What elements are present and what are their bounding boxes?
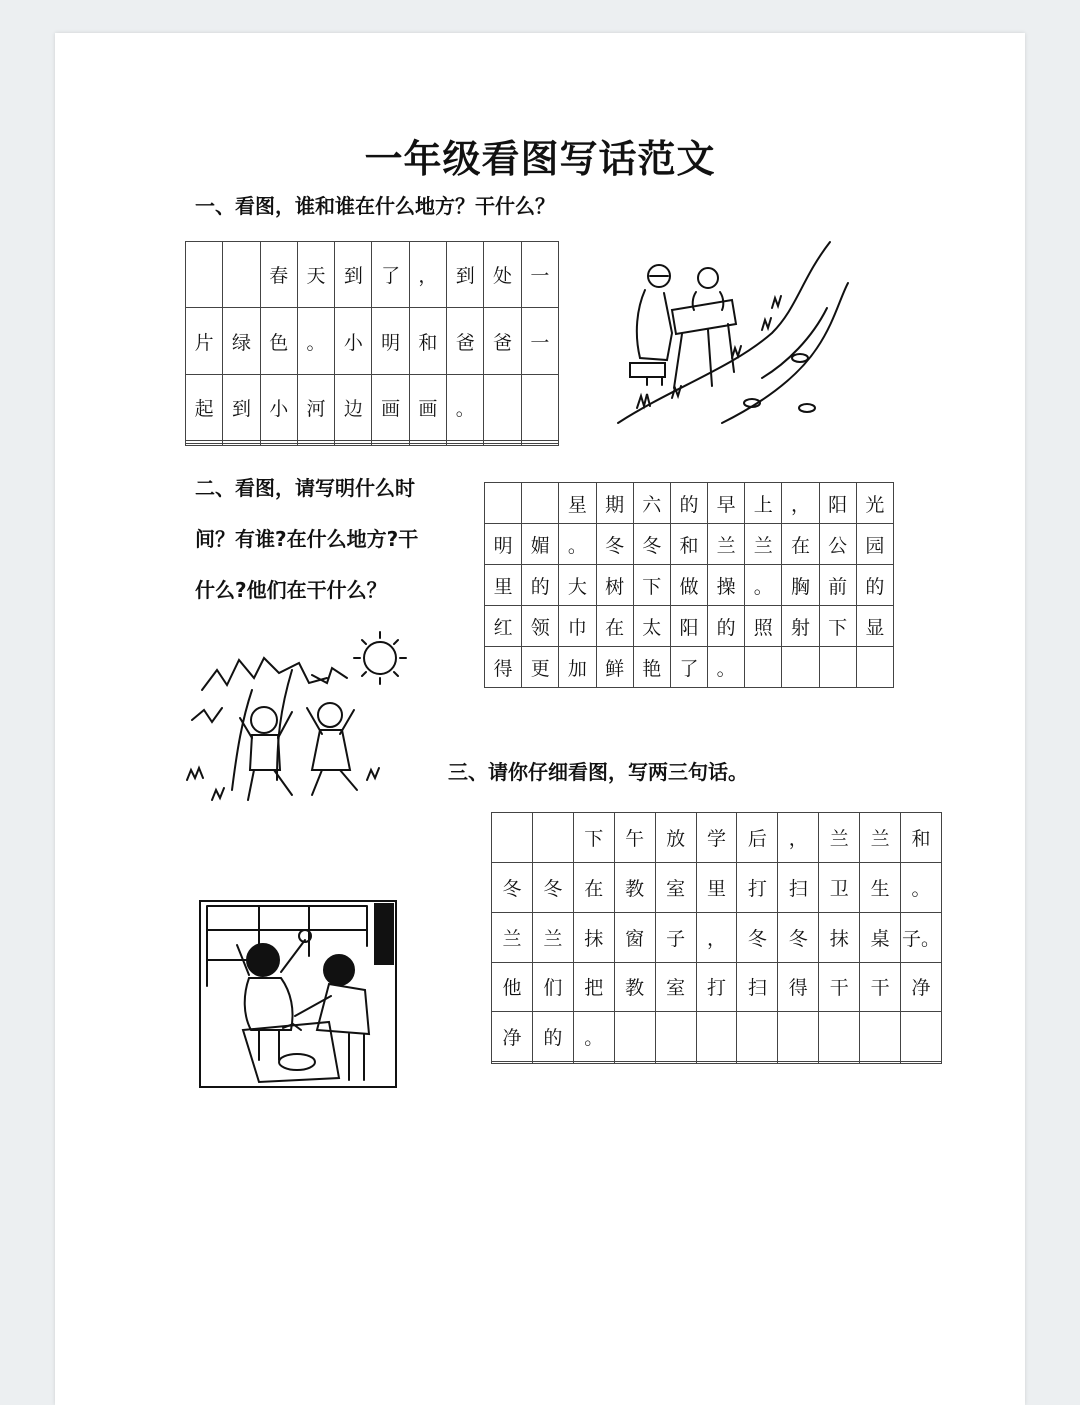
grid-cell: 。 bbox=[901, 862, 942, 912]
grid-cell: 加 bbox=[559, 647, 596, 688]
grid-cell: 领 bbox=[522, 606, 559, 647]
grid-cell: 期 bbox=[596, 483, 633, 524]
grid-cell: 操 bbox=[708, 565, 745, 606]
grid-cell: ， bbox=[409, 242, 446, 308]
grid-row bbox=[485, 524, 894, 565]
grid-cell bbox=[614, 1062, 655, 1064]
grid-cell: 打 bbox=[696, 962, 737, 1012]
question-2-prompt-line-1: 二、看图，请写明什么时 bbox=[195, 476, 415, 500]
grid-cell: 兰 bbox=[708, 524, 745, 565]
grid-cell bbox=[737, 1012, 778, 1062]
grid-cell bbox=[696, 1062, 737, 1064]
grid-cell: 。 bbox=[559, 524, 596, 565]
grid-cell: 一 bbox=[521, 242, 558, 308]
grid-cell: 冬 bbox=[633, 524, 670, 565]
grid-cell bbox=[521, 374, 558, 440]
grid-cell: 处 bbox=[484, 242, 521, 308]
grid-cell: 窗 bbox=[614, 912, 655, 962]
grid-cell bbox=[655, 1012, 696, 1062]
grid-row bbox=[186, 308, 559, 374]
writing-grid-2 bbox=[484, 482, 894, 688]
grid-cell bbox=[901, 1012, 942, 1062]
grid-cell bbox=[655, 1062, 696, 1064]
grid-cell: 在 bbox=[782, 524, 819, 565]
grid-cell: 兰 bbox=[819, 813, 860, 863]
grid-cell: 净 bbox=[492, 1012, 533, 1062]
grid-cell: 媚 bbox=[522, 524, 559, 565]
grid-cell: 。 bbox=[297, 308, 334, 374]
grid-cell: 教 bbox=[614, 862, 655, 912]
question-2-prompt-line-2: 间？有谁?在什么地方?干 bbox=[195, 527, 419, 551]
grid-row bbox=[485, 647, 894, 688]
grid-cell bbox=[901, 1062, 942, 1064]
grid-cell bbox=[614, 1012, 655, 1062]
grid-cell: 里 bbox=[696, 862, 737, 912]
grid-cell: 明 bbox=[485, 524, 522, 565]
grid-cell: 天 bbox=[297, 242, 334, 308]
grid-cell: 兰 bbox=[860, 813, 901, 863]
grid-cell bbox=[532, 1062, 573, 1064]
grid-cell: 上 bbox=[745, 483, 782, 524]
grid-cell bbox=[819, 1062, 860, 1064]
grid-cell bbox=[696, 1012, 737, 1062]
grid-cell bbox=[521, 443, 558, 445]
grid-cell: 。 bbox=[745, 565, 782, 606]
grid-cell bbox=[186, 443, 223, 445]
grid-cell: 画 bbox=[409, 374, 446, 440]
grid-cell bbox=[745, 647, 782, 688]
grid-cell: 和 bbox=[670, 524, 707, 565]
grid-cell: 边 bbox=[335, 374, 372, 440]
grid-cell: 教 bbox=[614, 962, 655, 1012]
grid-cell: 做 bbox=[670, 565, 707, 606]
grid-cell: 的 bbox=[522, 565, 559, 606]
grid-cell bbox=[186, 242, 223, 308]
grid-cell bbox=[819, 647, 856, 688]
grid-cell: 到 bbox=[335, 242, 372, 308]
grid-cell bbox=[223, 242, 260, 308]
grid-cell bbox=[485, 483, 522, 524]
grid-cell: 前 bbox=[819, 565, 856, 606]
grid-cell: 明 bbox=[372, 308, 409, 374]
grid-cell: 抹 bbox=[819, 912, 860, 962]
grid-cell: 下 bbox=[573, 813, 614, 863]
grid-cell: ， bbox=[778, 813, 819, 863]
children-exercising-under-tree-illustration bbox=[182, 630, 412, 815]
grid-cell: 子。 bbox=[901, 912, 942, 962]
grid-row bbox=[492, 813, 942, 863]
grid-cell: 放 bbox=[655, 813, 696, 863]
grid-cell: 兰 bbox=[532, 912, 573, 962]
grid-cell: ， bbox=[696, 912, 737, 962]
grid-row bbox=[485, 606, 894, 647]
grid-cell: 一 bbox=[521, 308, 558, 374]
writing-grid-1 bbox=[185, 241, 559, 446]
grid-cell: 爸 bbox=[447, 308, 484, 374]
grid-cell: 更 bbox=[522, 647, 559, 688]
grid-cell: 到 bbox=[223, 374, 260, 440]
grid-cell bbox=[484, 443, 521, 445]
grid-cell: 卫 bbox=[819, 862, 860, 912]
grid-cell: 绿 bbox=[223, 308, 260, 374]
grid-cell: 画 bbox=[372, 374, 409, 440]
grid-cell: 学 bbox=[696, 813, 737, 863]
grid-cell: 巾 bbox=[559, 606, 596, 647]
grid-cell: 小 bbox=[260, 374, 297, 440]
grid-cell bbox=[737, 1062, 778, 1064]
grid-cell: 室 bbox=[655, 862, 696, 912]
grid-cell: 星 bbox=[559, 483, 596, 524]
children-cleaning-classroom-illustration bbox=[199, 900, 397, 1088]
grid-cell: 下 bbox=[633, 565, 670, 606]
grid-cell: ， bbox=[782, 483, 819, 524]
question-1-prompt: 一、看图，谁和谁在什么地方？干什么？ bbox=[195, 194, 555, 218]
grid-cell: 红 bbox=[485, 606, 522, 647]
grid-cell: 净 bbox=[901, 962, 942, 1012]
grid-cell: 冬 bbox=[778, 912, 819, 962]
grid-cell bbox=[782, 647, 819, 688]
grid-cell bbox=[522, 483, 559, 524]
grid-cell: 的 bbox=[532, 1012, 573, 1062]
grid-cell: 冬 bbox=[532, 862, 573, 912]
grid-cell: 打 bbox=[737, 862, 778, 912]
grid-cell: 冬 bbox=[737, 912, 778, 962]
grid-cell: 扫 bbox=[778, 862, 819, 912]
grid-cell: 桌 bbox=[860, 912, 901, 962]
grid-cell: 小 bbox=[335, 308, 372, 374]
grid-cell: 阳 bbox=[670, 606, 707, 647]
grid-cell: 显 bbox=[856, 606, 893, 647]
question-3-prompt: 三、请你仔细看图，写两三句话。 bbox=[448, 760, 748, 784]
grid-cell bbox=[484, 374, 521, 440]
grid-cell: 子 bbox=[655, 912, 696, 962]
grid-cell: 后 bbox=[737, 813, 778, 863]
grid-cell: 光 bbox=[856, 483, 893, 524]
grid-cell: 室 bbox=[655, 962, 696, 1012]
grid-row bbox=[492, 962, 942, 1012]
grid-cell bbox=[492, 1062, 533, 1064]
grid-cell: 艳 bbox=[633, 647, 670, 688]
grid-cell: 扫 bbox=[737, 962, 778, 1012]
grid-cell: 。 bbox=[573, 1012, 614, 1062]
grid-cell bbox=[856, 647, 893, 688]
grid-cell: 在 bbox=[573, 862, 614, 912]
grid-cell bbox=[409, 443, 446, 445]
grid-cell: 。 bbox=[708, 647, 745, 688]
grid-cell: 兰 bbox=[745, 524, 782, 565]
grid-cell: 生 bbox=[860, 862, 901, 912]
grid-cell: 冬 bbox=[492, 862, 533, 912]
grid-cell bbox=[819, 1012, 860, 1062]
grid-cell: 春 bbox=[260, 242, 297, 308]
grid-row bbox=[492, 1062, 942, 1064]
question-2-prompt-line-3: 什么?他们在干什么？ bbox=[195, 578, 387, 602]
grid-cell bbox=[372, 443, 409, 445]
writing-grid-3 bbox=[491, 812, 942, 1064]
grid-cell: 的 bbox=[856, 565, 893, 606]
grid-cell: 到 bbox=[447, 242, 484, 308]
grid-cell bbox=[260, 443, 297, 445]
grid-cell: 他 bbox=[492, 962, 533, 1012]
question-2-prompt bbox=[195, 463, 465, 616]
grid-cell: 冬 bbox=[596, 524, 633, 565]
grid-cell: 片 bbox=[186, 308, 223, 374]
grid-cell: 阳 bbox=[819, 483, 856, 524]
grid-cell: 六 bbox=[633, 483, 670, 524]
grid-cell: 把 bbox=[573, 962, 614, 1012]
grid-cell: 。 bbox=[447, 374, 484, 440]
grid-cell: 们 bbox=[532, 962, 573, 1012]
grid-row bbox=[492, 862, 942, 912]
grid-cell: 起 bbox=[186, 374, 223, 440]
grid-cell: 了 bbox=[670, 647, 707, 688]
grid-cell: 大 bbox=[559, 565, 596, 606]
grid-row bbox=[186, 443, 559, 445]
grid-cell: 树 bbox=[596, 565, 633, 606]
grid-cell: 里 bbox=[485, 565, 522, 606]
grid-row bbox=[485, 565, 894, 606]
grid-cell: 了 bbox=[372, 242, 409, 308]
grid-row bbox=[485, 483, 894, 524]
grid-cell: 河 bbox=[297, 374, 334, 440]
grid-cell: 干 bbox=[819, 962, 860, 1012]
grid-cell: 干 bbox=[860, 962, 901, 1012]
grid-cell: 园 bbox=[856, 524, 893, 565]
grid-row bbox=[492, 1012, 942, 1062]
grid-cell: 色 bbox=[260, 308, 297, 374]
grid-cell bbox=[778, 1012, 819, 1062]
grid-row bbox=[492, 912, 942, 962]
grid-cell: 兰 bbox=[492, 912, 533, 962]
grid-row bbox=[186, 242, 559, 308]
grid-cell: 下 bbox=[819, 606, 856, 647]
grid-cell: 鲜 bbox=[596, 647, 633, 688]
grid-cell bbox=[297, 443, 334, 445]
grid-row bbox=[186, 374, 559, 440]
grid-cell: 公 bbox=[819, 524, 856, 565]
grid-cell bbox=[447, 443, 484, 445]
grid-cell: 和 bbox=[409, 308, 446, 374]
grid-cell: 得 bbox=[778, 962, 819, 1012]
grid-cell: 午 bbox=[614, 813, 655, 863]
grid-cell: 早 bbox=[708, 483, 745, 524]
grid-cell: 在 bbox=[596, 606, 633, 647]
grid-cell bbox=[492, 813, 533, 863]
grid-cell bbox=[860, 1012, 901, 1062]
grid-cell: 得 bbox=[485, 647, 522, 688]
grid-cell: 抹 bbox=[573, 912, 614, 962]
grid-cell bbox=[532, 813, 573, 863]
grid-cell: 和 bbox=[901, 813, 942, 863]
grid-cell bbox=[223, 443, 260, 445]
grid-cell bbox=[335, 443, 372, 445]
grid-cell: 胸 bbox=[782, 565, 819, 606]
page-title: 一年级看图写话范文 bbox=[364, 136, 716, 181]
grid-cell: 太 bbox=[633, 606, 670, 647]
grid-cell bbox=[860, 1062, 901, 1064]
grid-cell: 照 bbox=[745, 606, 782, 647]
grid-cell bbox=[573, 1062, 614, 1064]
grid-cell: 的 bbox=[670, 483, 707, 524]
drawing-by-river-illustration bbox=[612, 238, 852, 428]
grid-cell: 射 bbox=[782, 606, 819, 647]
grid-cell bbox=[778, 1062, 819, 1064]
grid-cell: 爸 bbox=[484, 308, 521, 374]
grid-cell: 的 bbox=[708, 606, 745, 647]
